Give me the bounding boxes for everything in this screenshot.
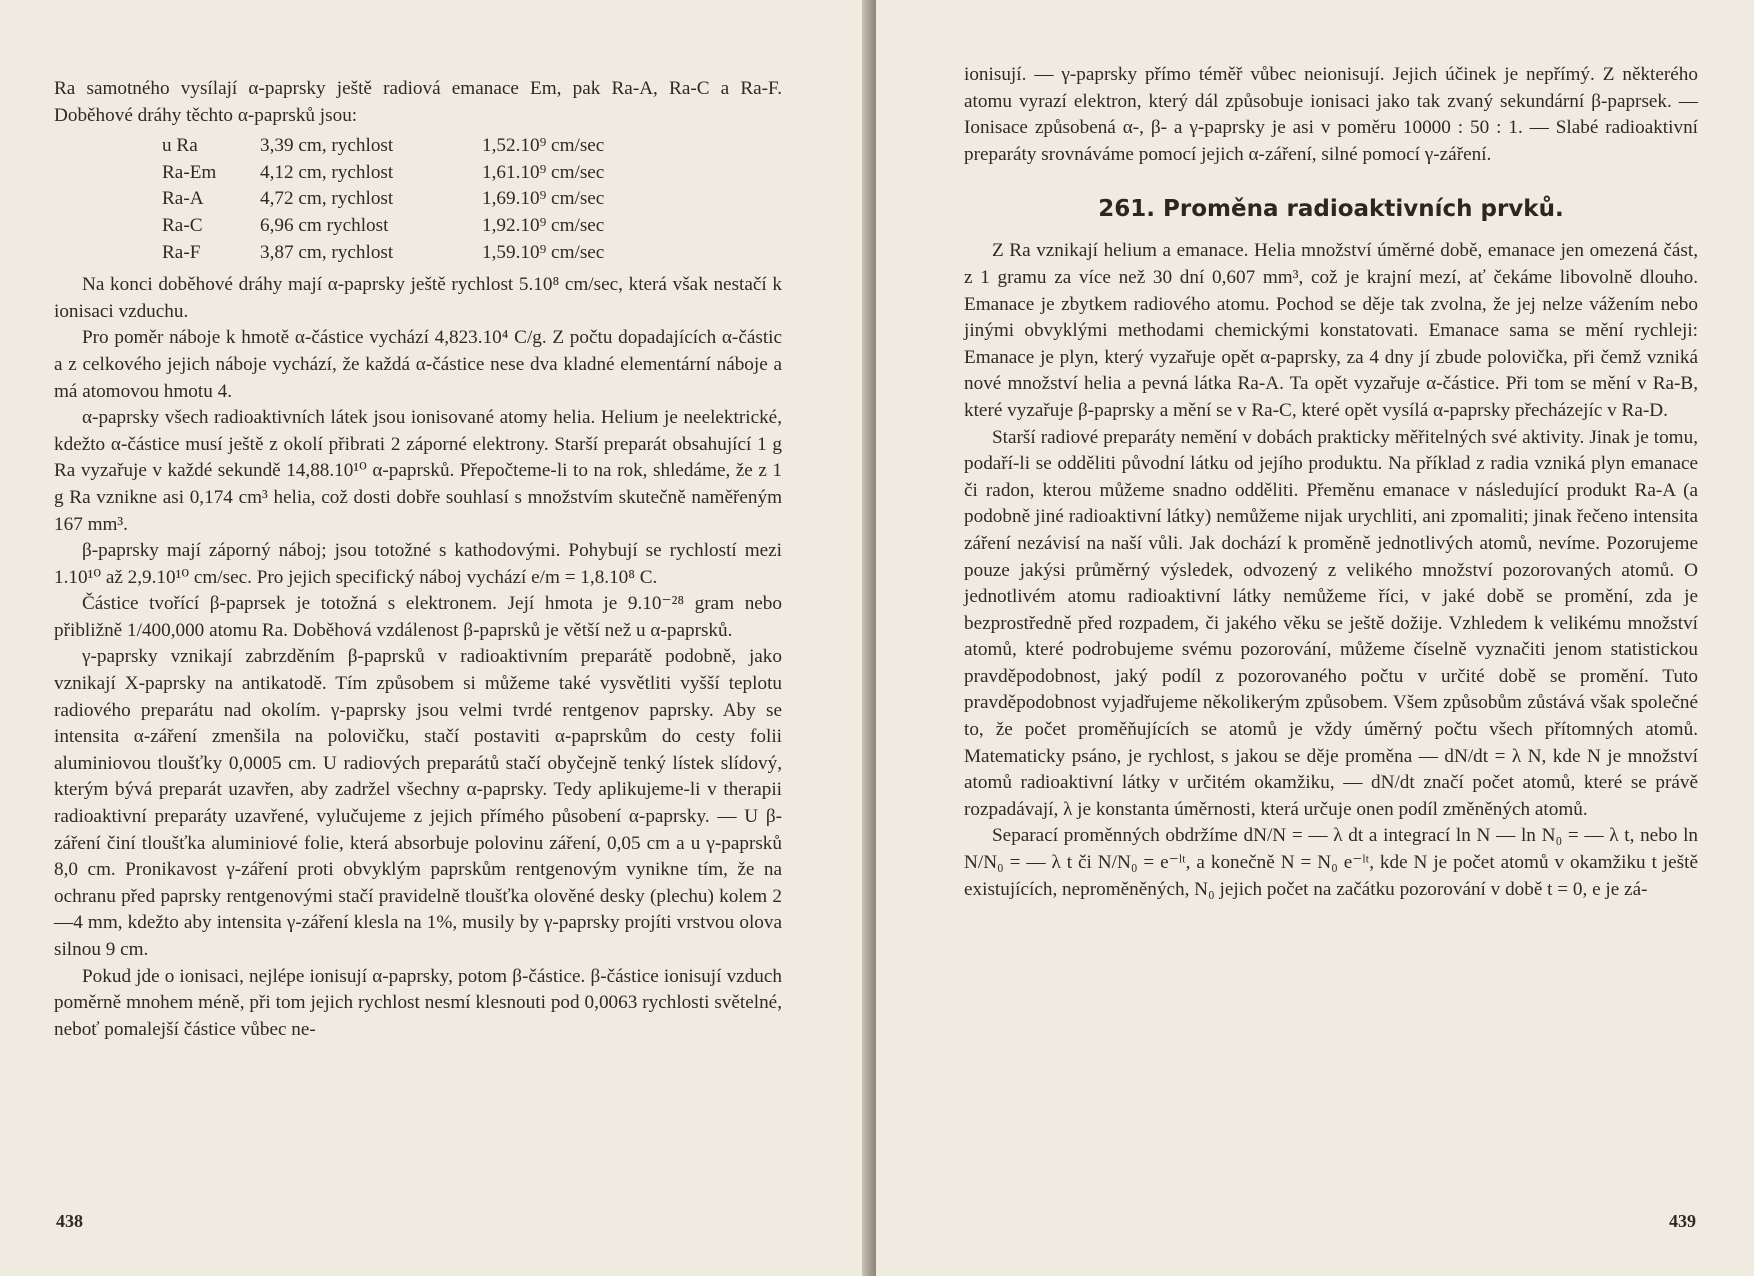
- paragraph: α-paprsky všech radioaktivních látek jsou ionisované atomy helia. Helium je neelektrické, kdežto α-částice musí ještě z okolí přibrati 2 záporné elektrony. Starší preparát obsahující 1 g Ra vyzařuje v každé sekundě 14,88.10¹⁰ α-paprsků. Přepočteme-li to na rok, shledáme, že z 1 g Ra vznikne asi 0,174 cm³ helia, což dosti dobře souhlasí s množstvím skutečně naměřeným 167 mm³.: [54, 407, 782, 535]
- continued-paragraph: ionisují. — γ-paprsky přímo téměř vůbec neionisují. Jejich účinek je nepřímý. Z některého atomu vyrazí elektron, který dál způsobuje ionisaci jako tak zvaný sekundární β-paprsek. — Ionisace způsobená α-, β- a γ-paprsky je asi v poměru 10000 : 50 : 1. — Slabé radioaktivní preparáty srovnáváme pomocí jejich α-záření, silné pomocí γ-záření.: [964, 64, 1698, 165]
- paragraph: β-paprsky mají záporný náboj; jsou totožné s kathodovými. Pohybují se rychlostí mezi 1.10¹⁰ až 2,9.10¹⁰ cm/sec. Pro jejich specifický náboj vychází e/m = 1,8.10⁸ C.: [54, 540, 782, 588]
- paragraph: Z Ra vznikají helium a emanace. Helia množství úměrné době, emanace jen omezená část, z 1 gramu za více než 30 dní 0,607 mm³, což je krajní mezí, ať čekáme libovolně dlouho. Emanace je zbytkem radiového atomu. Pochod se děje tak zvolna, že jej nelze vážením nebo jinými obvyklými methodami chemickými konstatovati. Emanace sama se mění rychleji: Emanace je plyn, který vyzařuje opět α-paprsky, za 4 dny jí zbude polovička, při čemž vzniká nové množství helia a pevná látka Ra-A. Ta opět vyzařuje α-částice. Při tom se mění v Ra-B, které vyzařuje β-paprsky a mění se v Ra-C, které opět vysílá α-paprsky přecházejíc v Ra-D.: [964, 240, 1698, 421]
- intro-paragraph: Ra samotného vysílají α-paprsky ještě radiová emanace Em, pak Ra-A, Ra-C a Ra-F. Doběhové dráhy těchto α-paprsků jsou:: [54, 78, 782, 126]
- page-number: 438: [56, 1211, 83, 1231]
- speed-cell: 1,92.10⁹ cm/sec: [482, 214, 605, 236]
- table-row: [162, 160, 782, 187]
- table-row: [162, 240, 782, 267]
- paragraph: Starší radiové preparáty nemění v dobách prakticky měřitelných své aktivity. Jinak je tomu, podaří-li se odděliti původní látku od jejího produktu. Na příklad z radia vzniká plyn emanace či radon, kterou můžeme snadno odděliti. Přeměnu emanace v následující produkt Ra-A (a podobně jiné radioaktivní látky) nemůžeme nijak urychliti, ani zpomaliti; jinak řečeno intensita záření nezávisí na naší vůli. Jak dochází k proměně jednotlivých atomů, nevíme. Pozorujeme pouze jakýsi průměrný výsledek, odvozený z velikého množství pozorovaných atomů. O jednotlivém atomu radioaktivní látky nemůžeme říci, v jaké době se promění, zda je bezprostředně před rozpadem, či jakého věku se ještě dožije. Vzhledem k velikému množství atomů, které podrobujeme svému pozorování, můžeme číselně vyznačiti jenom statistickou pravděpodobnost, jaký podíl z pozorovaného počtu v určité době se promění. Tuto pravděpodobnost vyjadřujeme několikerým způsobem. Všem způsobům zůstává však společné to, že počet proměňujících se atomů je vždy úměrný počtu všech přítomných atomů. Matematicky psáno, je rychlost, s jakou se děje proměna — dN/dt = λ N, kde N je množství atomů radioaktivní látky v určitém okamžiku, — dN/dt značí počet atomů, které se právě rozpadávají, λ je konstanta úměrnosti, která určuje onen podíl změněných atomů.: [964, 426, 1698, 820]
- section-heading: 261. Proměna radioaktivních prvků.: [1098, 196, 1564, 223]
- table-row: [162, 186, 782, 213]
- speed-cell: 1,61.10⁹ cm/sec: [482, 161, 605, 183]
- paragraph: Na konci doběhové dráhy mají α-paprsky ještě rychlost 5.10⁸ cm/sec, která však nestačí k ionisaci vzduchu.: [54, 274, 782, 322]
- range-cell: 4,12 cm, rychlost: [260, 161, 394, 183]
- element-cell: Ra-Em: [162, 161, 217, 183]
- paragraph: Separací proměnných obdržíme dN/N = — λ dt a integrací ln N — ln N₀ = — λ t, nebo ln N/N₀ = — λ t či N/N₀ = e⁻ˡᵗ, a konečně N = N₀ e⁻ˡᵗ, kde N je počet atomů v okamžiku t ještě existujících, neproměněných, N₀ jejich počet na začátku pozorování v době t = 0, e je zá-: [964, 825, 1698, 900]
- paragraph: γ-paprsky vznikají zabrzděním β-paprsků v radioaktivním preparátě podobně, jako vznikají X-paprsky na antikatodě. Tím způsobem si můžeme také vysvětliti vyšší teplotu radiového preparátu nad okolím. γ-paprsky jsou velmi tvrdé rentgenov paprsky. Aby se intensita α-záření zmenšila na polovičku, stačí postaviti α-paprskům do cesty folii aluminiovou tloušťky 0,0005 cm. U radiových preparátů stačí obyčejně tenký lístek slídový, kterým bývá preparát uzavřen, aby zadržel všechny α-paprsky. Tedy aplikujeme-li v therapii radioaktivní preparáty uzavřené, vylučujeme z jejich přímého působení α-paprsky. — U β-záření činí tloušťka aluminiové folie, která absorbuje polovinu záření, 0,05 cm a u γ-paprsků 8,0 cm. Pronikavost γ-záření proti obvyklým paprskům rentgenovým vynikne tím, že na ochranu před paprsky rentgenovými stačí pravidelně tloušťka olověné desky (plechu) kolem 2—4 mm, kdežto aby intensita γ-záření klesla na 1%, musily by γ-paprsky projíti vrstvou olova silnou 9 cm.: [54, 646, 782, 960]
- paragraph: Částice tvořící β-paprsek je totožná s elektronem. Její hmota je 9.10⁻²⁸ gram nebo přibližně 1/400,000 atomu Ra. Doběhová vzdálenost β-paprsků je větší než u α-paprsků.: [54, 593, 782, 641]
- range-cell: 3,39 cm, rychlost: [260, 135, 394, 157]
- range-cell: 3,87 cm, rychlost: [260, 241, 394, 263]
- paragraph: Pro poměr náboje k hmotě α-částice vychází 4,823.10⁴ C/g. Z počtu dopadajících α-částic a z celkového jejich náboje vychází, že každá α-částice nese dva kladné elementární náboje a má atomovou hmotu 4.: [54, 327, 782, 402]
- speed-table: [162, 133, 782, 266]
- range-cell: 4,72 cm, rychlost: [260, 188, 394, 210]
- right-page: [876, 0, 1754, 1276]
- element-cell: Ra-F: [162, 241, 201, 263]
- table-row: [162, 133, 782, 160]
- speed-cell: 1,59.10⁹ cm/sec: [482, 241, 605, 263]
- element-cell: Ra-A: [162, 188, 204, 210]
- table-row: [162, 213, 782, 240]
- page-number: 439: [1669, 1211, 1696, 1231]
- left-page: [0, 0, 872, 1276]
- paragraph: Pokud jde o ionisaci, nejlépe ionisují α-paprsky, potom β-částice. β-částice ionisují vzduch poměrně mnohem méně, při tom jejich rychlost nesmí klesnouti pod 0,0063 rychlosti světelné, neboť pomalejší částice vůbec ne-: [54, 965, 782, 1040]
- speed-cell: 1,52.10⁹ cm/sec: [482, 135, 605, 157]
- element-cell: u Ra: [162, 135, 198, 157]
- range-cell: 6,96 cm rychlost: [260, 214, 389, 236]
- element-cell: Ra-C: [162, 214, 203, 236]
- speed-cell: 1,69.10⁹ cm/sec: [482, 188, 605, 210]
